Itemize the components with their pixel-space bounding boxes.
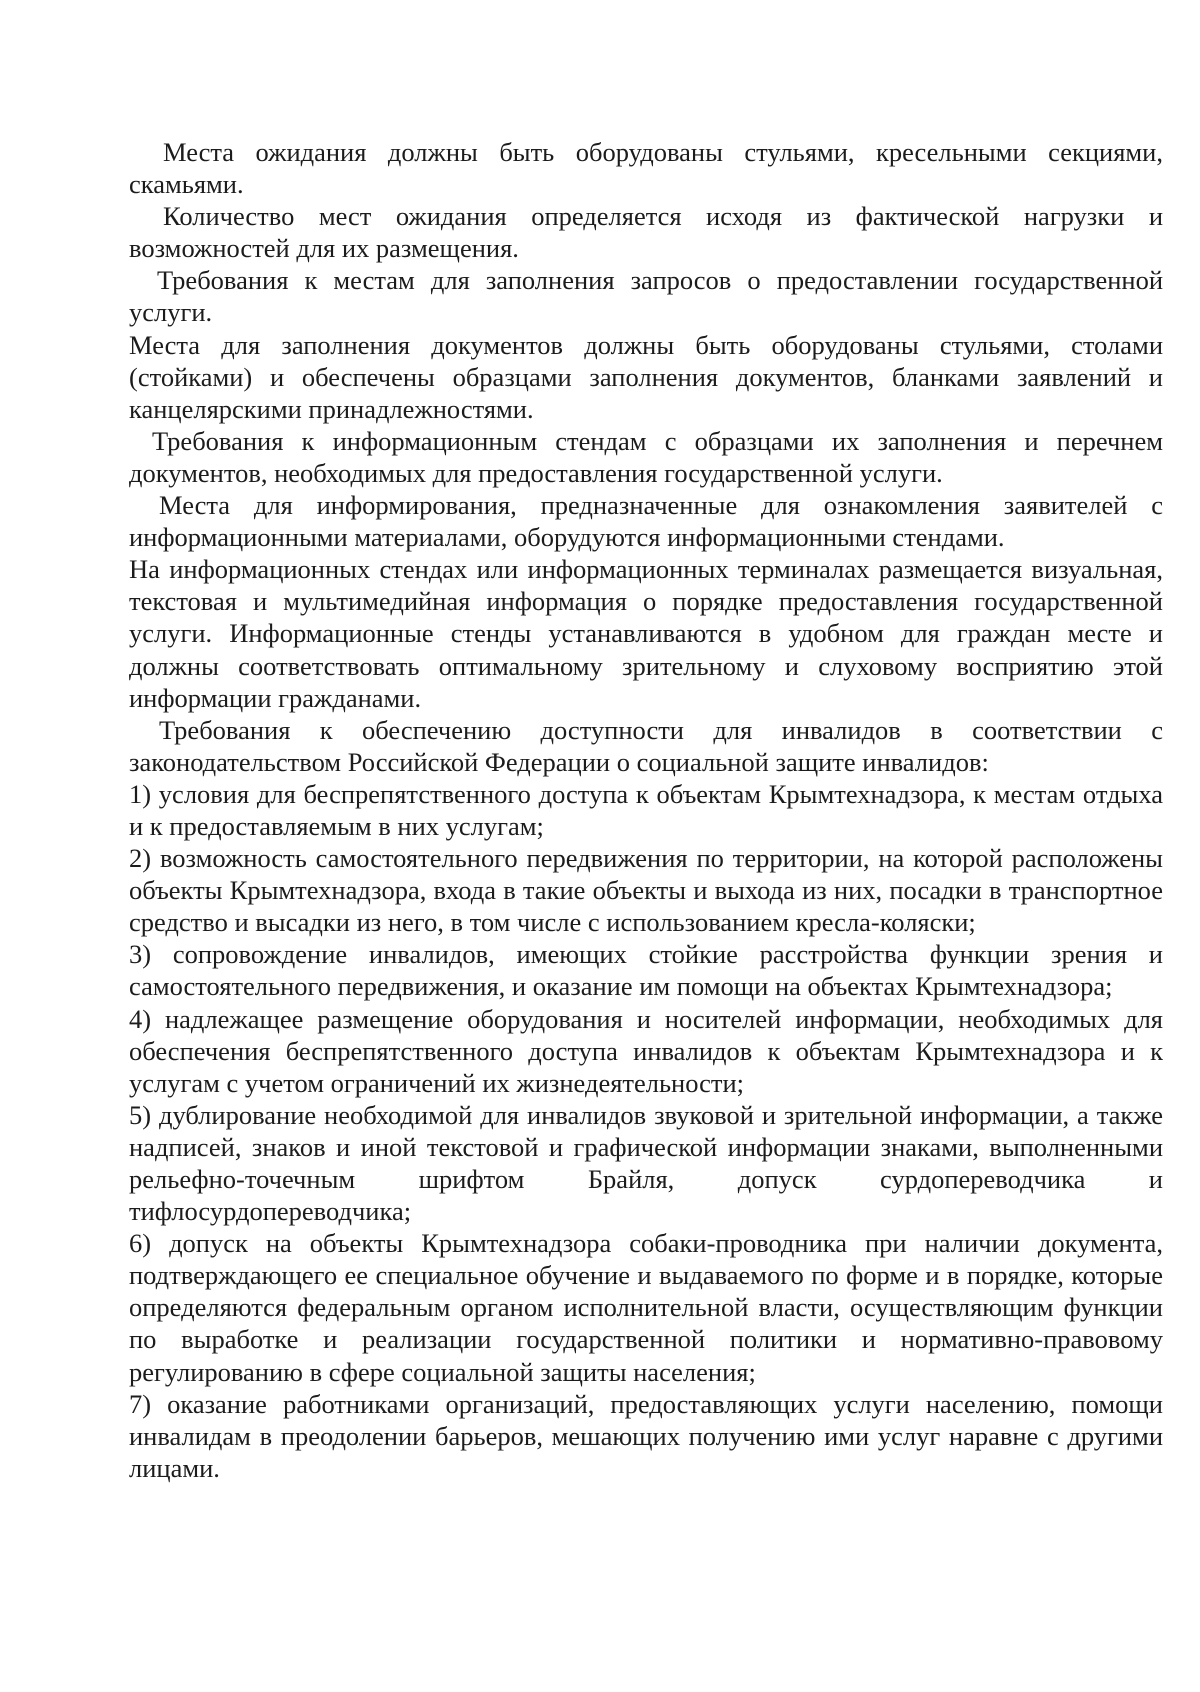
paragraph-info-places: Места для информирования, предназначенные для ознакомления заявителей с информационными материалами, оборудуются информационными стендами.: [129, 490, 1163, 553]
list-item-5: 5) дублирование необходимой для инвалидов звуковой и зрительной информации, а также надписей, знаков и иной текстовой и графической информации знаками, выполненными рельефно-точечным шрифтом Брайля, допуск сурдопереводчика и тифлосурдопереводчика;: [129, 1099, 1163, 1227]
paragraph-info-terminals: На информационных стендах или информационных терминалах размещается визуальная, текстовая и мультимедийная информация о порядке предоставления государственной услуги. Информационные стенды устанавливаются в удобном для граждан месте и должны соответствовать оптимальному зрительному и слуховому восприятию этой информации гражданами.: [129, 554, 1163, 713]
list-item-6: 6) допуск на объекты Крымтехнадзора собаки-проводника при наличии документа, подтверждающего ее специальное обучение и выдаваемого по форме и в порядке, которые определяются федеральным органом исполнительной власти, осуществляющим функции по выработке и реализации государственной политики и нормативно-правовому регулированию в сфере социальной защиты населения;: [129, 1228, 1163, 1387]
list-item-1: 1) условия для беспрепятственного доступа к объектам Крымтехнадзора, к местам отдыха и к предоставляемым в них услугам;: [129, 778, 1163, 841]
list-item-2: 2) возможность самостоятельного передвижения по территории, на которой расположены объекты Крымтехнадзора, входа в такие объекты и выхода из них, посадки в транспортное средство и высадки из него, в том числе с использованием кресла-коляски;: [129, 843, 1163, 938]
paragraph-filling-places: Места для заполнения документов должны быть оборудованы стульями, столами (стойками) и обеспечены образцами заполнения документов, бланками заявлений и канцелярскими принадлежностями.: [129, 329, 1163, 424]
list-item-7: 7) оказание работниками организаций, предоставляющих услуги населению, помощи инвалидам в преодолении барьеров, мешающих получению ими услуг наравне с другими лицами.: [129, 1388, 1163, 1483]
paragraph-accessibility-heading: Требования к обеспечению доступности для инвалидов в соответствии с законодательством Российской Федерации о социальной защите инвалидов:: [129, 714, 1163, 777]
paragraph-waiting-count: Количество мест ожидания определяется исходя из фактической нагрузки и возможностей для их размещения.: [129, 201, 1163, 264]
paragraph-request-places-heading: Требования к местам для заполнения запросов о предоставлении государственной услуги.: [129, 265, 1163, 328]
list-item-3: 3) сопровождение инвалидов, имеющих стойкие расстройства функции зрения и самостоятельного передвижения, и оказание им помощи на объектах Крымтехнадзора;: [129, 939, 1163, 1002]
document-body: [129, 136, 1163, 1484]
list-item-4: 4) надлежащее размещение оборудования и носителей информации, необходимых для обеспечения беспрепятственного доступа инвалидов к объектам Крымтехнадзора и к услугам с учетом ограничений их жизнедеятельности;: [129, 1003, 1163, 1098]
paragraph-waiting-seats: Места ожидания должны быть оборудованы стульями, кресельными секциями, скамьями.: [129, 137, 1163, 200]
paragraph-info-stands-heading: Требования к информационным стендам с образцами их заполнения и перечнем документов, необходимых для предоставления государственной услуги.: [129, 425, 1163, 488]
